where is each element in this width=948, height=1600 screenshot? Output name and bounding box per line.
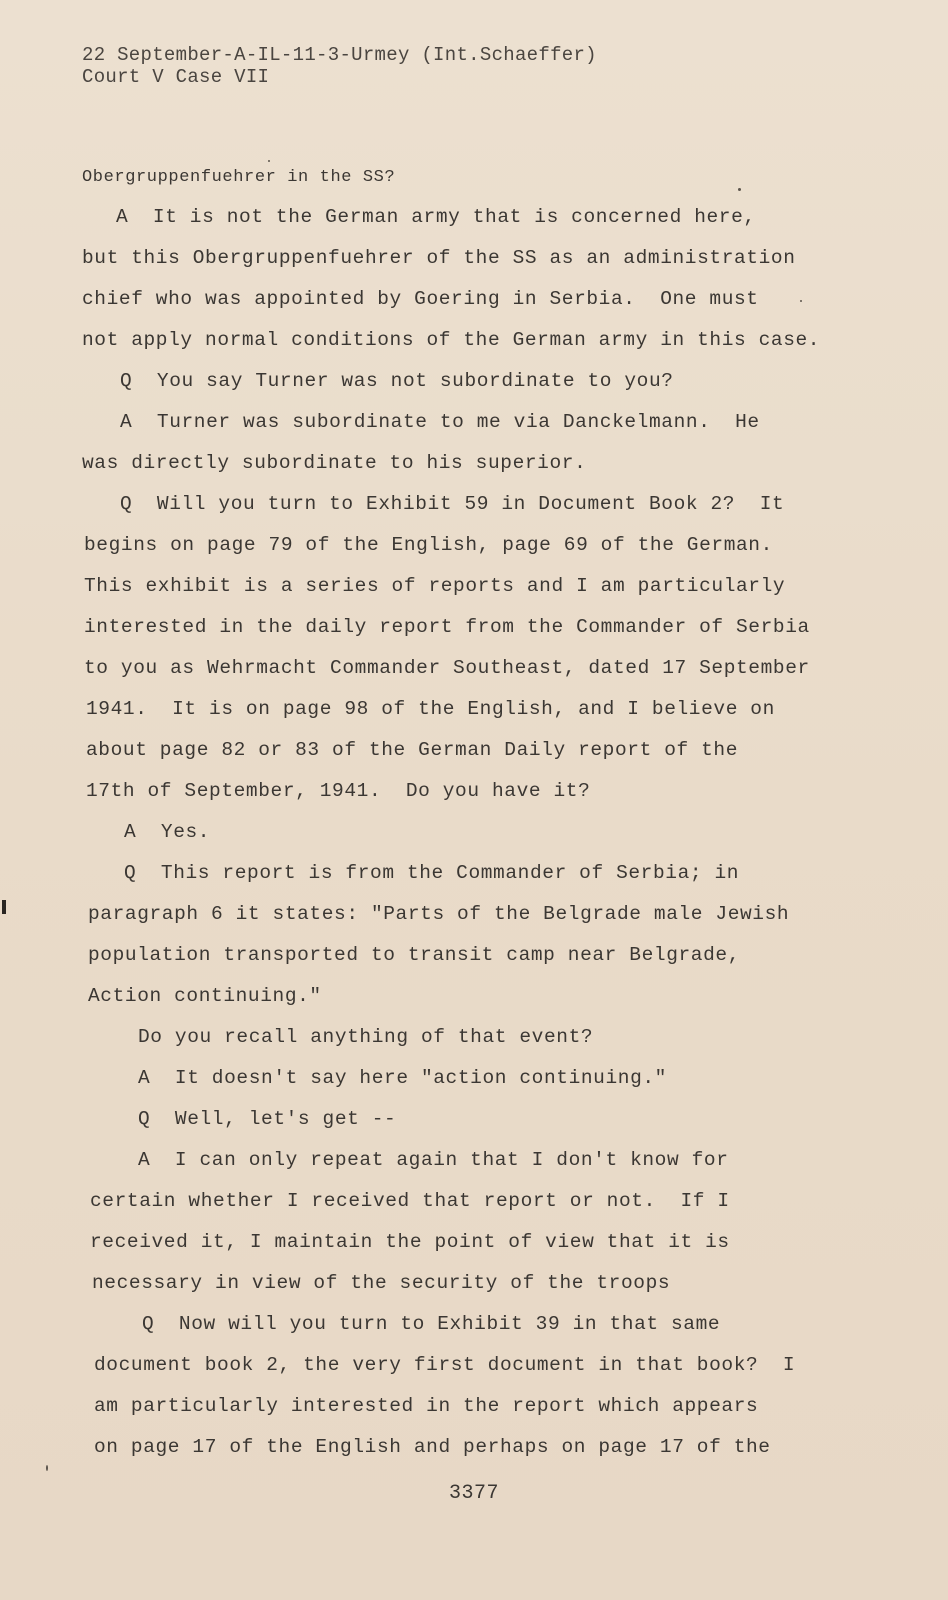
text-line: interested in the daily report from the Commander of Serbia <box>84 616 810 638</box>
text-line: certain whether I received that report or not. If I <box>90 1190 730 1212</box>
text-line: paragraph 6 it states: "Parts of the Belgrade male Jewish <box>88 903 790 925</box>
text-line: A It is not the German army that is concerned here, <box>116 206 756 228</box>
text-line: am particularly interested in the report which appears <box>94 1395 759 1417</box>
text-line: A Yes. <box>124 821 211 843</box>
text-line: Q You say Turner was not subordinate to you? <box>120 370 674 392</box>
text-line: Action continuing." <box>88 985 322 1007</box>
text-line: begins on page 79 of the English, page 69 of the German. <box>84 534 773 556</box>
text-line: Q Will you turn to Exhibit 59 in Document Book 2? It <box>120 493 785 515</box>
text-line: on page 17 of the English and perhaps on page 17 of the <box>94 1436 771 1458</box>
text-line: Do you recall anything of that event? <box>138 1026 594 1048</box>
text-line: but this Obergruppenfuehrer of the SS as an administration <box>82 247 796 269</box>
header-line-2: Court V Case VII <box>82 66 270 88</box>
text-line: Q Now will you turn to Exhibit 39 in that same <box>142 1313 721 1335</box>
text-line: population transported to transit camp near Belgrade, <box>88 944 741 966</box>
text-line: Obergruppenfuehrer in the SS? <box>82 168 396 187</box>
text-line: Q Well, let's get -- <box>138 1108 397 1130</box>
document-header <box>82 44 597 88</box>
text-line: received it, I maintain the point of view that it is <box>90 1231 730 1253</box>
text-line: not apply normal conditions of the German army in this case. <box>82 329 821 351</box>
text-line: A I can only repeat again that I don't know for <box>138 1149 729 1171</box>
text-line: A Turner was subordinate to me via Danckelmann. He <box>120 411 760 433</box>
text-line: 1941. It is on page 98 of the English, and I believe on <box>86 698 775 720</box>
page-number: 3377 <box>448 1482 499 1505</box>
text-line: 17th of September, 1941. Do you have it? <box>86 780 591 802</box>
ink-speck <box>800 300 802 302</box>
header-line-1: 22 September-A-IL-11-3-Urmey (Int.Schaeffer) <box>82 44 597 66</box>
text-line: to you as Wehrmacht Commander Southeast, dated 17 September <box>84 657 810 679</box>
ink-speck <box>46 1465 48 1471</box>
text-line: document book 2, the very first document in that book? I <box>94 1354 796 1376</box>
ink-speck <box>738 188 741 191</box>
text-line: A It doesn't say here "action continuing." <box>138 1067 667 1089</box>
margin-mark <box>2 900 6 914</box>
text-line: about page 82 or 83 of the German Daily report of the <box>86 739 739 761</box>
text-line: This exhibit is a series of reports and I am particularly <box>84 575 786 597</box>
ink-speck <box>268 160 270 162</box>
text-line: chief who was appointed by Goering in Serbia. One must <box>82 288 759 310</box>
text-line: was directly subordinate to his superior. <box>82 452 587 474</box>
text-line: Q This report is from the Commander of Serbia; in <box>124 862 740 884</box>
text-line: necessary in view of the security of the troops <box>92 1272 671 1294</box>
